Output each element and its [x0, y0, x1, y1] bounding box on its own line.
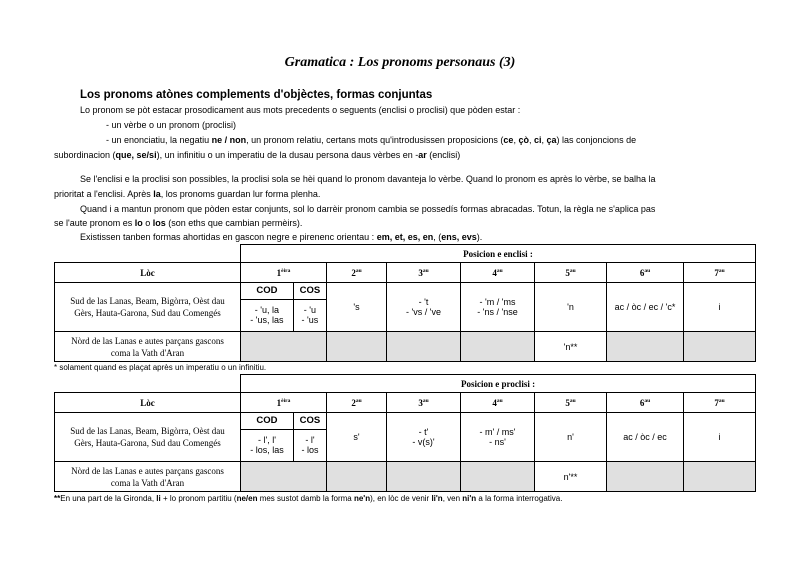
person-1-cell: [241, 283, 327, 332]
person-1-header: $1^{èira}$: [241, 263, 327, 283]
para2-line-3: Quand i a mantun pronom que pòden estar conjunts, sol lo darrèir pronom cambia se possedís formas abracadas. Totun, la règla ne s'aplica pas: [80, 204, 656, 214]
table-group-header: Posicion e proclisi :: [241, 375, 756, 393]
table-row: [55, 283, 756, 332]
cos-value: - 'u - 'us: [293, 299, 326, 331]
page-title: Gramatica : Los pronoms personaus (3): [284, 55, 516, 70]
cod-value: - 'u, la - 'us, las: [241, 299, 293, 331]
para2-line-5: Existissen tanben formas ahortidas en gascon negre e pirenenc orientau : em, et, es, en, (ens, evs).: [80, 232, 483, 242]
person-6-cell: ac / òc / ec / 'c*: [607, 283, 684, 332]
person-5-cell: 'n**: [535, 332, 607, 362]
person-4-header: $4^{au}$: [461, 263, 535, 283]
person-7-cell: [684, 332, 756, 362]
para2-line-1: Se l'enclisi e la proclisi son possibles, la proclisi sola se hèi quand lo pronom davanteja lo vèrbe. Quand lo pronom es après lo vèrbe, se balha la: [80, 174, 656, 184]
intro-line-3: - un enonciatiu, la negatiu ne / non, un pronom relatiu, certans mots qu'introdusissen proposicions (ce, çò, ci, ça) las conjoncions de: [106, 135, 637, 145]
person-6-cell: [607, 462, 684, 492]
person-3-cell: - 't - 'vs / 've: [387, 283, 461, 332]
person-3-header: $3^{au}$: [387, 263, 461, 283]
cos-label: COS: [293, 413, 326, 429]
person-7-cell: [684, 462, 756, 492]
person-5-header: $5^{au}$: [535, 393, 607, 413]
cod-label: COD: [241, 283, 293, 299]
intro-line-1: Lo pronom se pòt estacar prosodicament aus mots precedents o seguents (enclisi o proclisi) que pòden estar :: [80, 105, 521, 115]
person-2-cell: s': [327, 413, 387, 462]
person-3-cell: [387, 332, 461, 362]
cos-value: - l' - los: [293, 429, 326, 461]
person-4-cell: [461, 332, 535, 362]
person-4-cell: - 'm / 'ms - 'ns / 'nse: [461, 283, 535, 332]
table-header-row: [55, 393, 756, 413]
person-5-cell: n': [535, 413, 607, 462]
para2-line-4: se l'aute pronom es lo o los (son eths que cambian permèirs).: [54, 218, 303, 228]
table-corner: [55, 245, 241, 263]
footnote-1: * solament quand es plaçat après un imperatiu o un infinitiu.: [54, 363, 267, 372]
loc-cell: Nòrd de las Lanas e autes parçans gascons coma la Vath d'Aran: [55, 332, 241, 362]
person-2-cell: 's: [327, 283, 387, 332]
footnote-2: **En una part de la Gironda, li + lo pronom partitiu (ne/en mes sustot damb la forma ne'n), en lòc de venir li'n, ven ni'n a la forma interrogativa.: [54, 494, 563, 503]
cos-label: COS: [293, 283, 326, 299]
person-4-cell: [461, 462, 535, 492]
person-7-cell: i: [684, 413, 756, 462]
person-3-header: $3^{au}$: [387, 393, 461, 413]
table-enclisi: [54, 244, 756, 362]
person-6-cell: ac / òc / ec: [607, 413, 684, 462]
person-6-header: $6^{au}$: [607, 393, 684, 413]
person-2-cell: [327, 332, 387, 362]
table-row: [55, 413, 756, 462]
loc-header: Lòc: [55, 393, 241, 413]
person-4-header: $4^{au}$: [461, 393, 535, 413]
table-header-row: [55, 263, 756, 283]
person-5-cell: n'**: [535, 462, 607, 492]
table-group-header: Posicion e enclisi :: [241, 245, 756, 263]
person-3-cell: [387, 462, 461, 492]
cod-label: COD: [241, 413, 293, 429]
person-2-header: $2^{au}$: [327, 393, 387, 413]
person-7-cell: i: [684, 283, 756, 332]
person-1-header: $1^{èira}$: [241, 393, 327, 413]
intro-line-2: - un vèrbe o un pronom (proclisi): [106, 120, 237, 130]
person-7-header: $7^{au}$: [684, 263, 756, 283]
loc-header: Lòc: [55, 263, 241, 283]
person-1-cell: [241, 462, 327, 492]
intro-line-4: subordinacion (que, se/si), un infinitiu o un imperatiu de la dusau persona daus vèrbes en -ar (enclisi): [54, 150, 461, 160]
table-proclisi: [54, 374, 756, 492]
table-row: [55, 462, 756, 492]
section-title: Los pronoms atònes complements d'objèctes, formas conjuntas: [80, 89, 433, 101]
loc-cell: Sud de las Lanas, Beam, Bigòrra, Oèst dau Gèrs, Hauta-Garona, Sud dau Comengés: [55, 283, 241, 332]
cod-value: - l', l' - los, las: [241, 429, 293, 461]
person-6-cell: [607, 332, 684, 362]
person-5-cell: 'n: [535, 283, 607, 332]
table-row: [55, 332, 756, 362]
person-7-header: $7^{au}$: [684, 393, 756, 413]
person-2-cell: [327, 462, 387, 492]
person-1-cell: [241, 413, 327, 462]
loc-cell: Sud de las Lanas, Beam, Bigòrra, Oèst dau Gèrs, Hauta-Garona, Sud dau Comengés: [55, 413, 241, 462]
loc-cell: Nòrd de las Lanas e autes parçans gascons coma la Vath d'Aran: [55, 462, 241, 492]
person-4-cell: - m' / ms' - ns': [461, 413, 535, 462]
person-1-cell: [241, 332, 327, 362]
person-5-header: $5^{au}$: [535, 263, 607, 283]
person-2-header: $2^{au}$: [327, 263, 387, 283]
table-corner: [55, 375, 241, 393]
person-6-header: $6^{au}$: [607, 263, 684, 283]
person-3-cell: - t' - v(s)': [387, 413, 461, 462]
para2-line-2: prioritat a l'enclisi. Après la, los pronoms guardan lur forma plenha.: [54, 189, 321, 199]
